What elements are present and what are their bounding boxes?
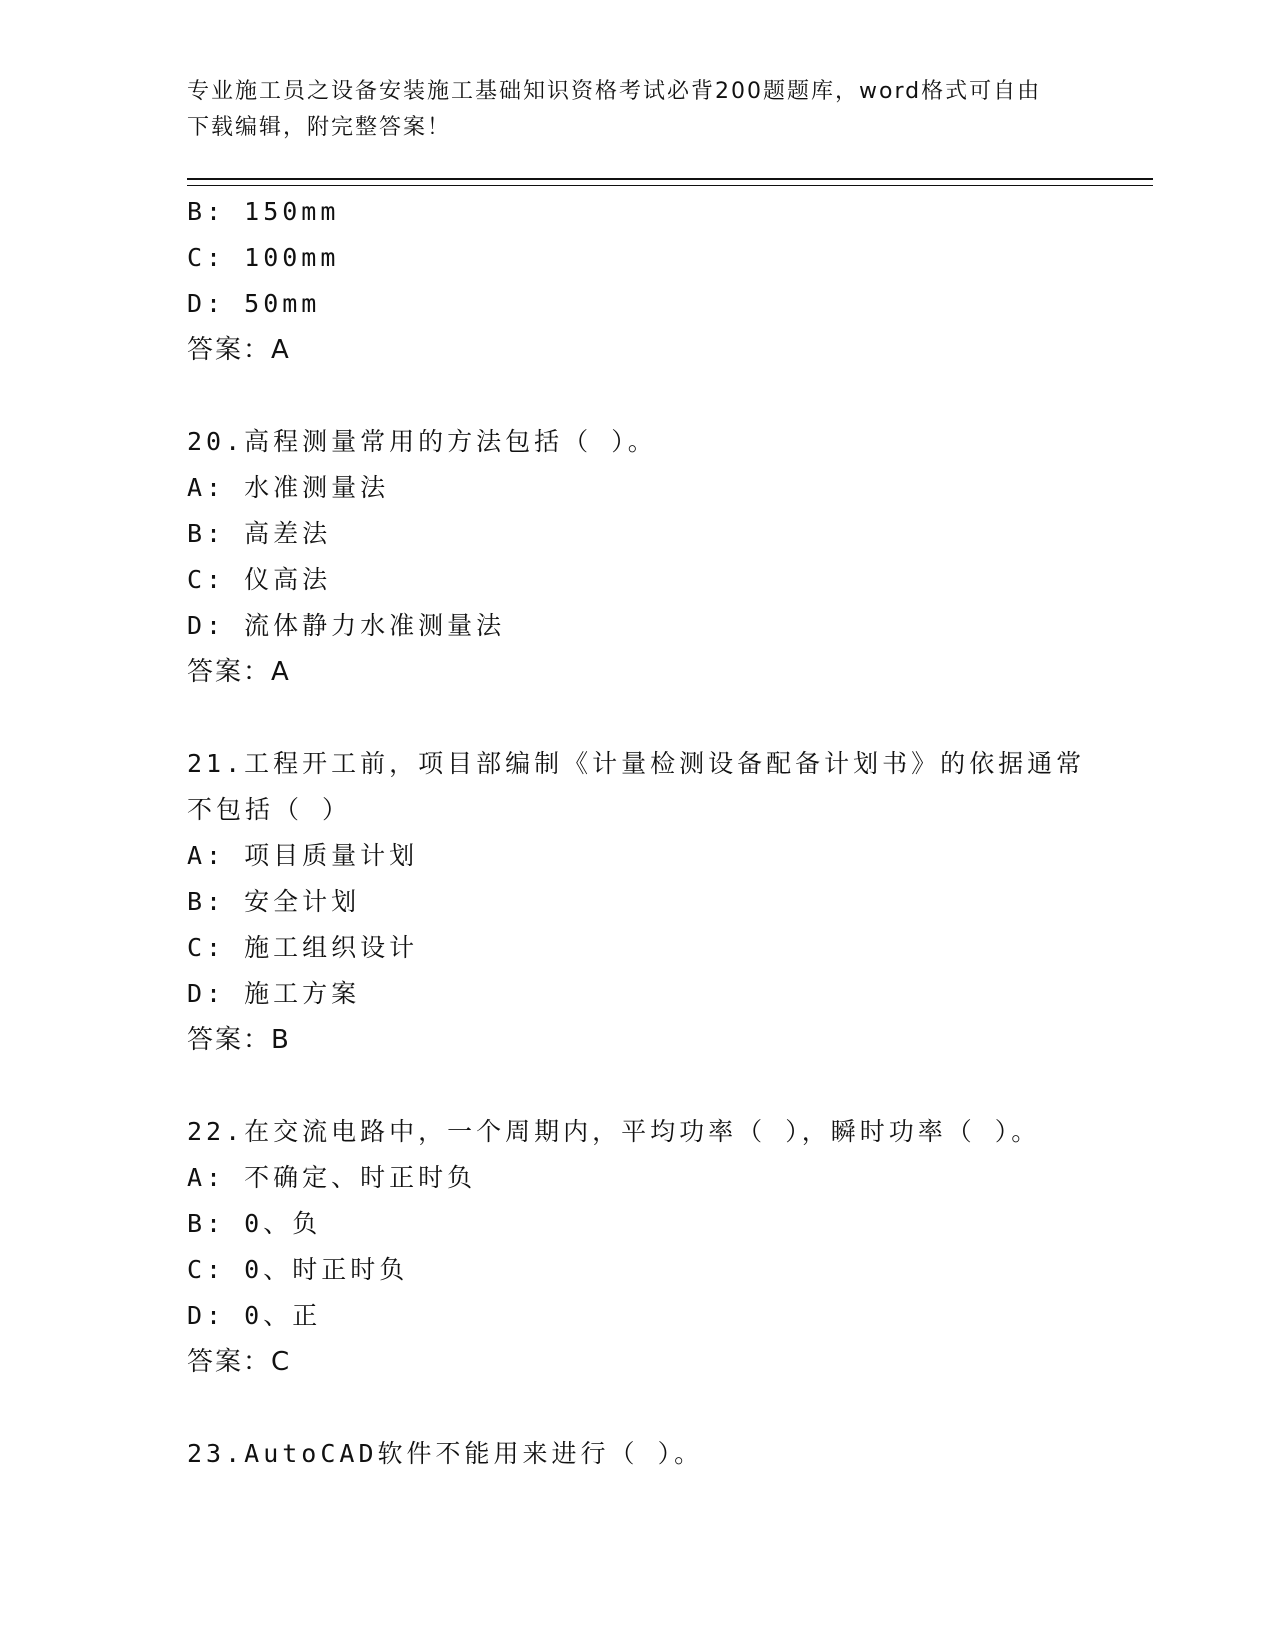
spacer [187,1063,1087,1109]
q21-answer: 答案：B [187,1025,291,1055]
q21-stem-line-1: 21.工程开工前，项目部编制《计量检测设备配备计划书》的依据通常 [187,749,1086,778]
q19-answer: 答案：A [187,335,291,365]
q20-stem: 20.高程测量常用的方法包括（ ）。 [187,427,657,456]
spacer [187,1385,1087,1431]
question-list [187,189,1087,1477]
q21-option-d: D: 施工方案 [187,979,361,1008]
q22-option-a: A: 不确定、时正时负 [187,1163,477,1192]
document-header [187,74,1087,146]
q20-option-b: B: 高差法 [187,519,332,548]
q19-option-d: D: 50mm [187,289,321,318]
question-21 [187,741,1087,1063]
question-20 [187,419,1087,695]
q20-option-c: C: 仪高法 [187,565,332,594]
q22-answer: 答案：C [187,1347,292,1377]
q22-option-c: C: 0、时正时负 [187,1255,409,1284]
header-line-2: 下载编辑，附完整答案！ [187,115,452,140]
q20-answer: 答案：A [187,657,291,687]
question-23 [187,1431,1087,1477]
spacer [187,695,1087,741]
q21-option-b: B: 安全计划 [187,887,361,916]
q21-option-c: C: 施工组织设计 [187,933,419,962]
header-divider [187,178,1153,186]
q22-stem: 22.在交流电路中，一个周期内，平均功率（ ），瞬时功率（ ）。 [187,1117,1041,1146]
q20-option-a: A: 水准测量法 [187,473,390,502]
spacer [187,373,1087,419]
q21-stem-line-2: 不包括（ ） [187,795,352,824]
q23-stem: 23.AutoCAD软件不能用来进行（ ）。 [187,1439,704,1468]
q21-option-a: A: 项目质量计划 [187,841,419,870]
q19-option-b: B: 150mm [187,197,340,226]
q22-option-d: D: 0、正 [187,1301,322,1330]
q22-option-b: B: 0、负 [187,1209,322,1238]
question-22 [187,1109,1087,1385]
q19-option-c: C: 100mm [187,243,340,272]
q20-option-d: D: 流体静力水准测量法 [187,611,506,640]
question-19 [187,189,1087,373]
header-line-1: 专业施工员之设备安装施工基础知识资格考试必背200题题库，word格式可自由 [187,79,1042,104]
